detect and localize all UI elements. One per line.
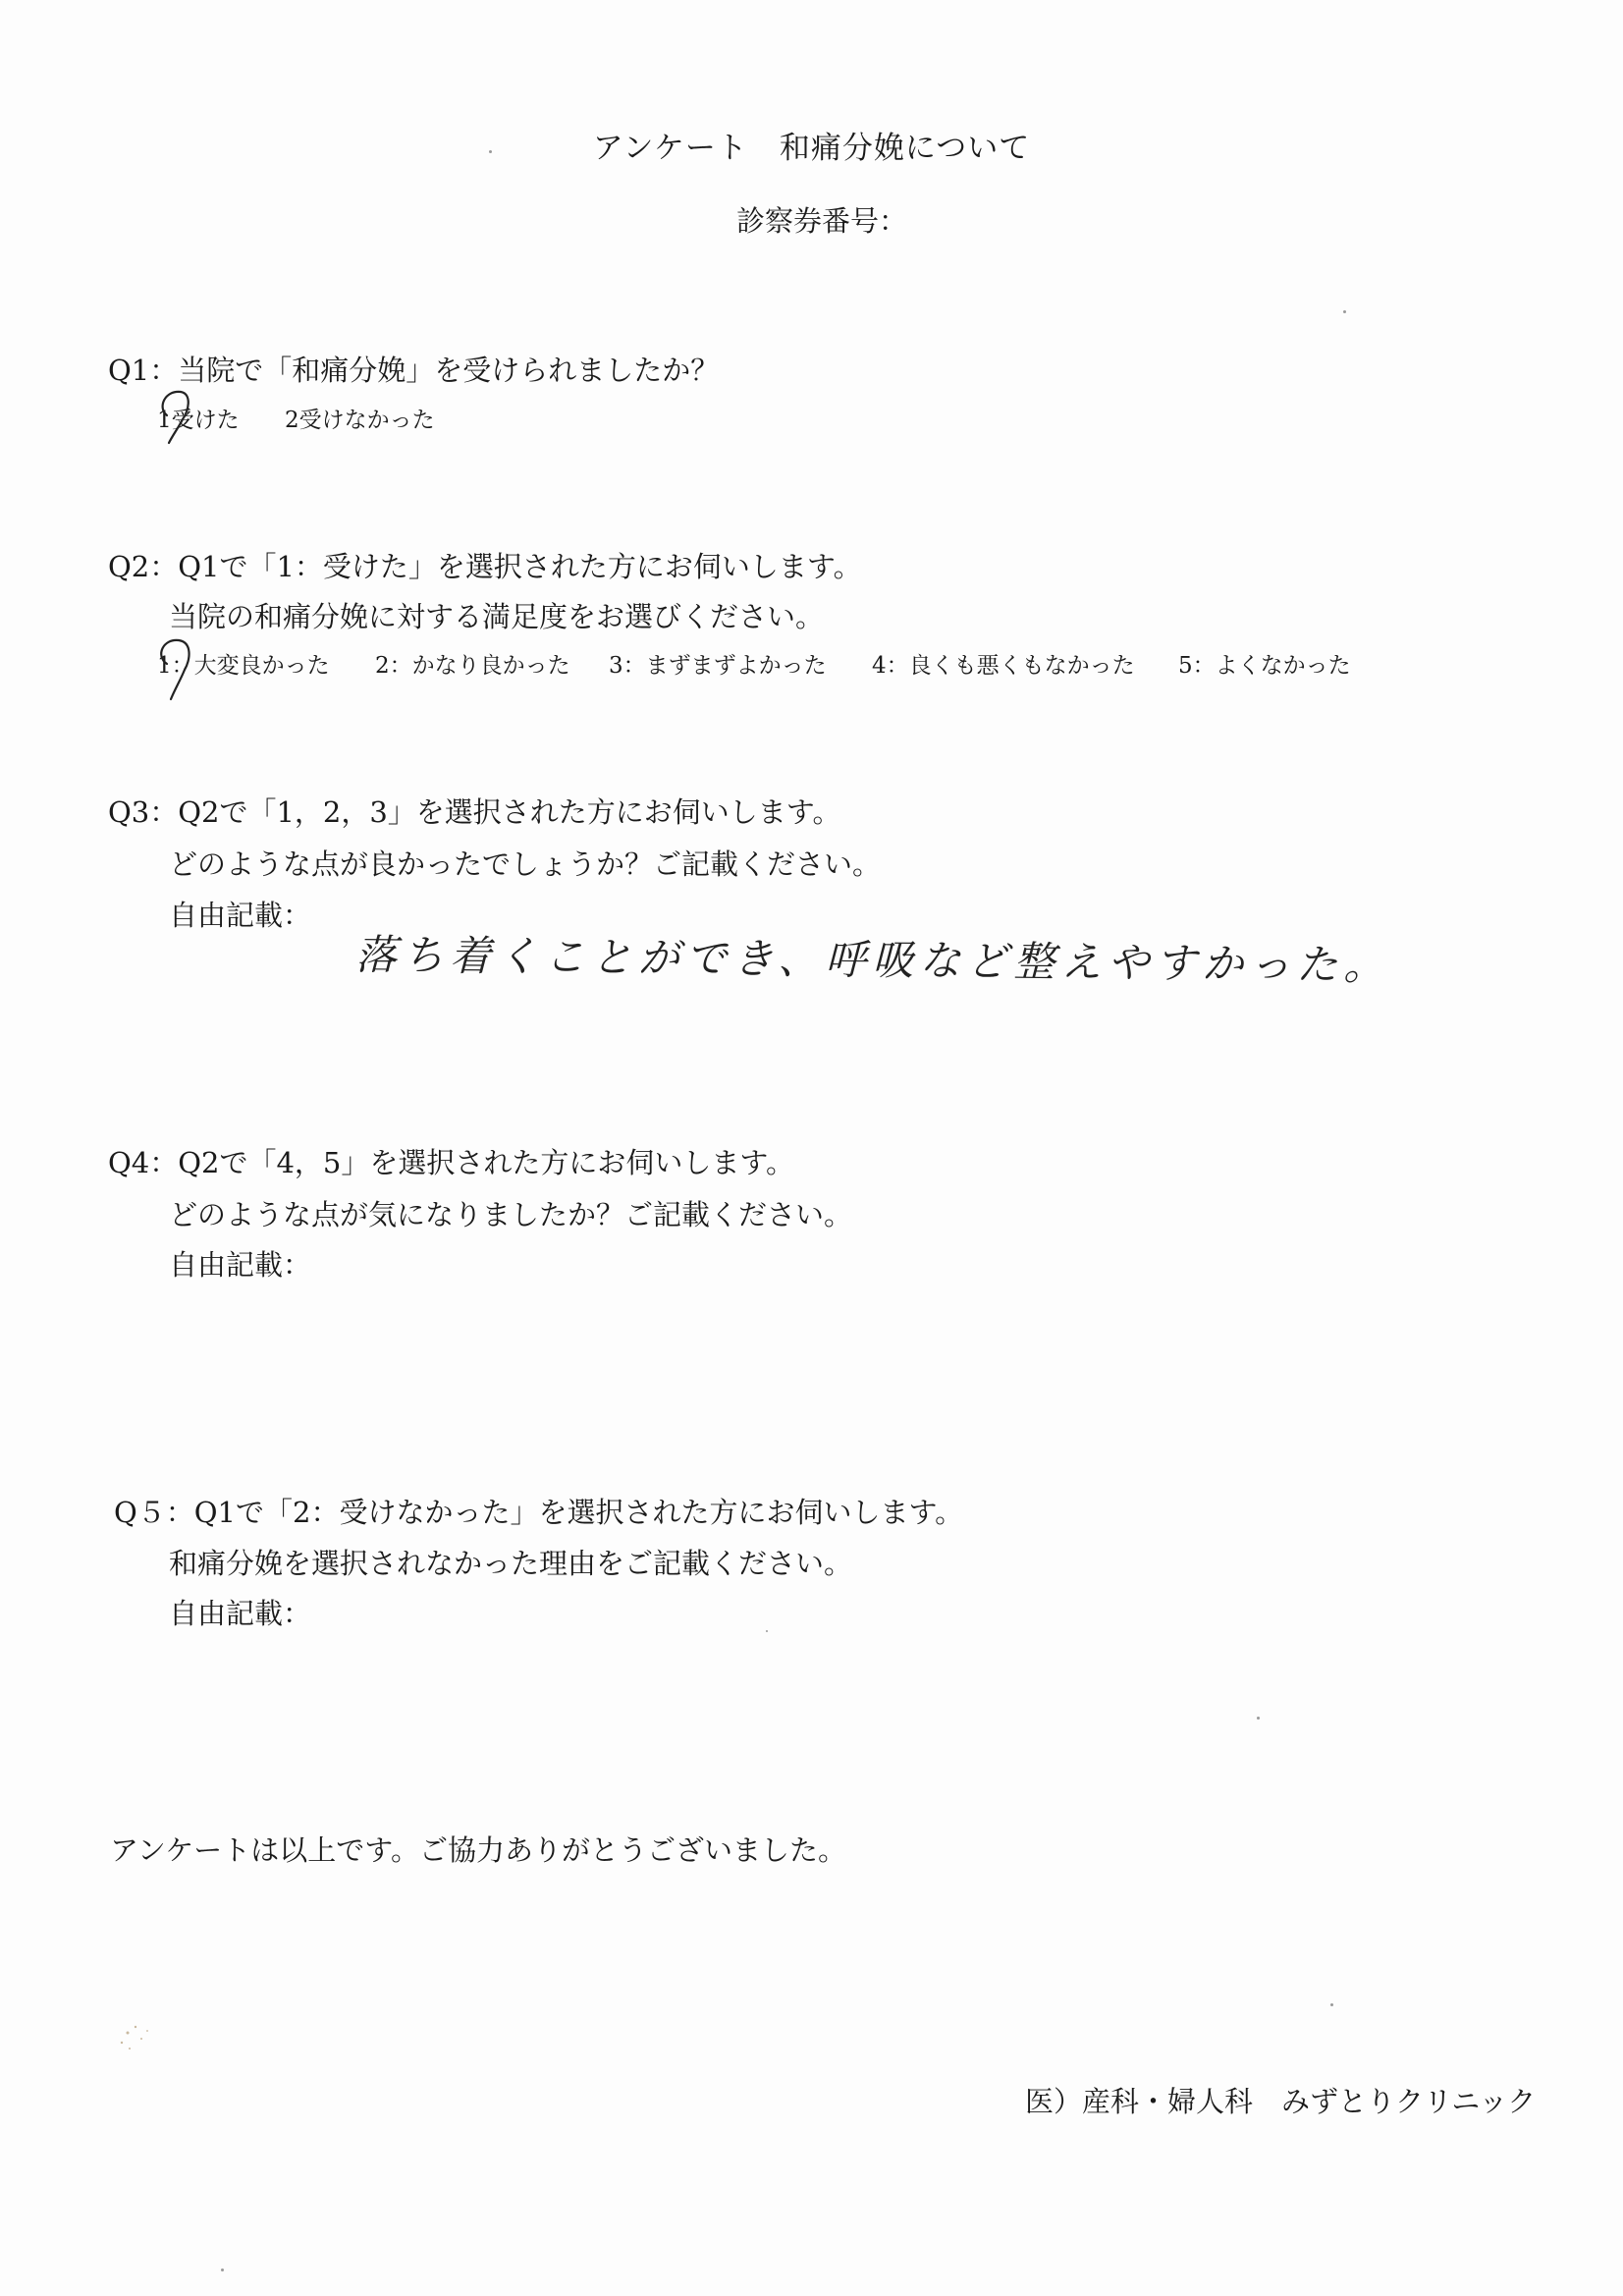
q2-option-4[interactable]: 4：良くも悪くもなかった [872,653,1135,679]
q1-option-1[interactable]: 1受けた [157,408,240,433]
q2-option-3[interactable]: 3：まずまずよかった [609,653,827,679]
scan-speck [221,2269,224,2271]
q2-question: Q2：Q1で「1：受けた」を選択された方にお伺いします。 [108,550,862,583]
clinic-name: 医）産科・婦人科 みずとりクリニック [1025,2085,1537,2118]
q3-sub: どのような点が良かったでしょうか？ご記載ください。 [169,847,882,881]
q2-sub: 当院の和痛分娩に対する満足度をお選びください。 [169,600,825,633]
card-number-label: 診察券番号： [736,204,908,238]
q1-question: Q1：当院で「和痛分娩」を受けられましたか？ [108,354,720,387]
scan-speck [1343,310,1346,313]
q5-sub: 和痛分娩を選択されなかった理由をご記載ください。 [169,1547,853,1580]
q2-option-2[interactable]: 2：かなり良かった [375,653,570,679]
scan-speck [766,1630,768,1632]
scan-speck [1257,1717,1260,1720]
scan-smudge [108,2013,167,2072]
q2-option-1[interactable]: 1：大変良かった [157,653,330,679]
scan-speck [1330,2003,1333,2006]
q4-sub: どのような点が気になりましたか？ご記載ください。 [169,1198,853,1231]
q5-free-label: 自由記載： [169,1597,312,1630]
page-title: アンケート 和痛分娩について [592,131,1031,166]
q2-option-5[interactable]: 5：よくなかった [1178,653,1351,679]
q3-question: Q3：Q2で「1，2，3」を選択された方にお伺いします。 [108,795,841,829]
q3-handwritten-answer[interactable]: 落ち着くことができ、呼吸など整えやすかった。 [354,930,1391,990]
closing-message: アンケートは以上です。ご協力ありがとうございました。 [110,1833,846,1867]
q4-free-label: 自由記載： [169,1248,312,1282]
q1-option-2[interactable]: 2受けなかった [285,408,435,433]
q5-question: Q５：Q1で「2：受けなかった」を選択された方にお伺いします。 [114,1496,964,1529]
q3-free-label: 自由記載： [169,899,312,932]
q4-question: Q4：Q2で「4，5」を選択された方にお伺いします。 [108,1146,795,1179]
scan-speck [489,150,492,153]
